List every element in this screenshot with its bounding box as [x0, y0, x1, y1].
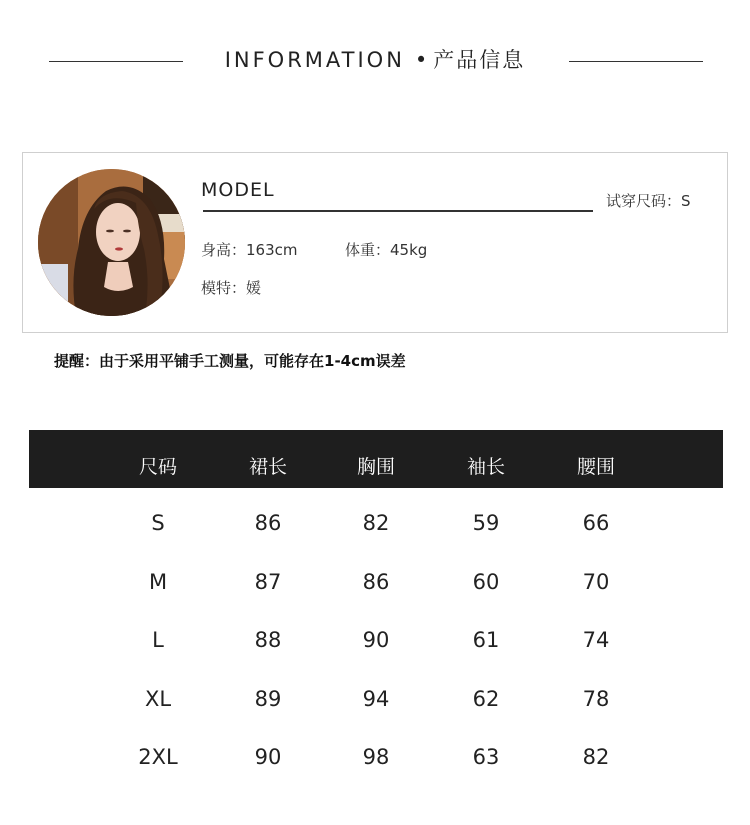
header-title — [0, 44, 750, 74]
table-cell: 74 — [582, 628, 610, 652]
header-title-en: INFORMATION — [224, 48, 405, 72]
size-table-header — [29, 430, 723, 488]
table-row — [29, 488, 723, 547]
model-label: MODEL — [201, 179, 275, 201]
table-cell: 61 — [472, 628, 500, 652]
header-cell-skirt-length: 裙长 — [248, 456, 287, 478]
header-separator: • — [414, 48, 430, 72]
model-height: 身高：163cm — [201, 241, 298, 259]
table-cell: 89 — [254, 686, 282, 711]
table-cell: 86 — [362, 569, 390, 594]
header-title-cn: 产品信息 — [433, 48, 526, 72]
trial-size: 试穿尺码：S — [606, 192, 691, 210]
measurement-reminder: 提醒：由于采用平铺手工测量，可能存在1-4cm误差 — [54, 352, 406, 370]
table-cell: 87 — [254, 569, 282, 594]
table-cell: 90 — [254, 745, 282, 769]
table-cell: 98 — [362, 745, 390, 769]
table-cell: 88 — [254, 628, 282, 652]
model-underline — [203, 210, 593, 212]
table-row — [29, 605, 723, 664]
table-cell: 59 — [472, 511, 500, 535]
table-row — [29, 664, 723, 723]
model-weight: 体重：45kg — [345, 241, 428, 259]
header-rule-right — [569, 61, 703, 62]
table-cell: 63 — [472, 745, 500, 769]
table-cell: M — [148, 569, 168, 594]
model-name: 模特：媛 — [201, 279, 262, 297]
header-cell-size: 尺码 — [138, 456, 177, 478]
model-photo — [38, 169, 185, 316]
table-cell: 60 — [472, 569, 500, 594]
table-cell: S — [151, 511, 165, 535]
table-cell: 66 — [582, 511, 610, 535]
table-cell: 82 — [362, 511, 390, 535]
table-cell: 90 — [362, 628, 390, 652]
table-row — [29, 722, 723, 781]
table-row — [29, 547, 723, 606]
info-header — [0, 40, 750, 82]
size-table — [29, 430, 723, 781]
table-cell: 82 — [582, 745, 610, 769]
table-cell: 94 — [362, 686, 390, 711]
table-cell: 78 — [582, 686, 610, 711]
table-cell: 62 — [472, 686, 500, 711]
table-cell: 86 — [254, 511, 282, 535]
table-cell: 70 — [582, 569, 610, 594]
model-photo-illustration — [38, 169, 185, 316]
header-cell-sleeve-length: 袖长 — [466, 456, 505, 478]
table-cell: 2XL — [138, 745, 178, 769]
header-cell-waist: 腰围 — [576, 456, 615, 478]
header-cell-bust: 胸围 — [356, 456, 395, 478]
table-cell: L — [152, 628, 164, 652]
table-cell: XL — [144, 686, 172, 711]
model-card — [22, 152, 728, 333]
